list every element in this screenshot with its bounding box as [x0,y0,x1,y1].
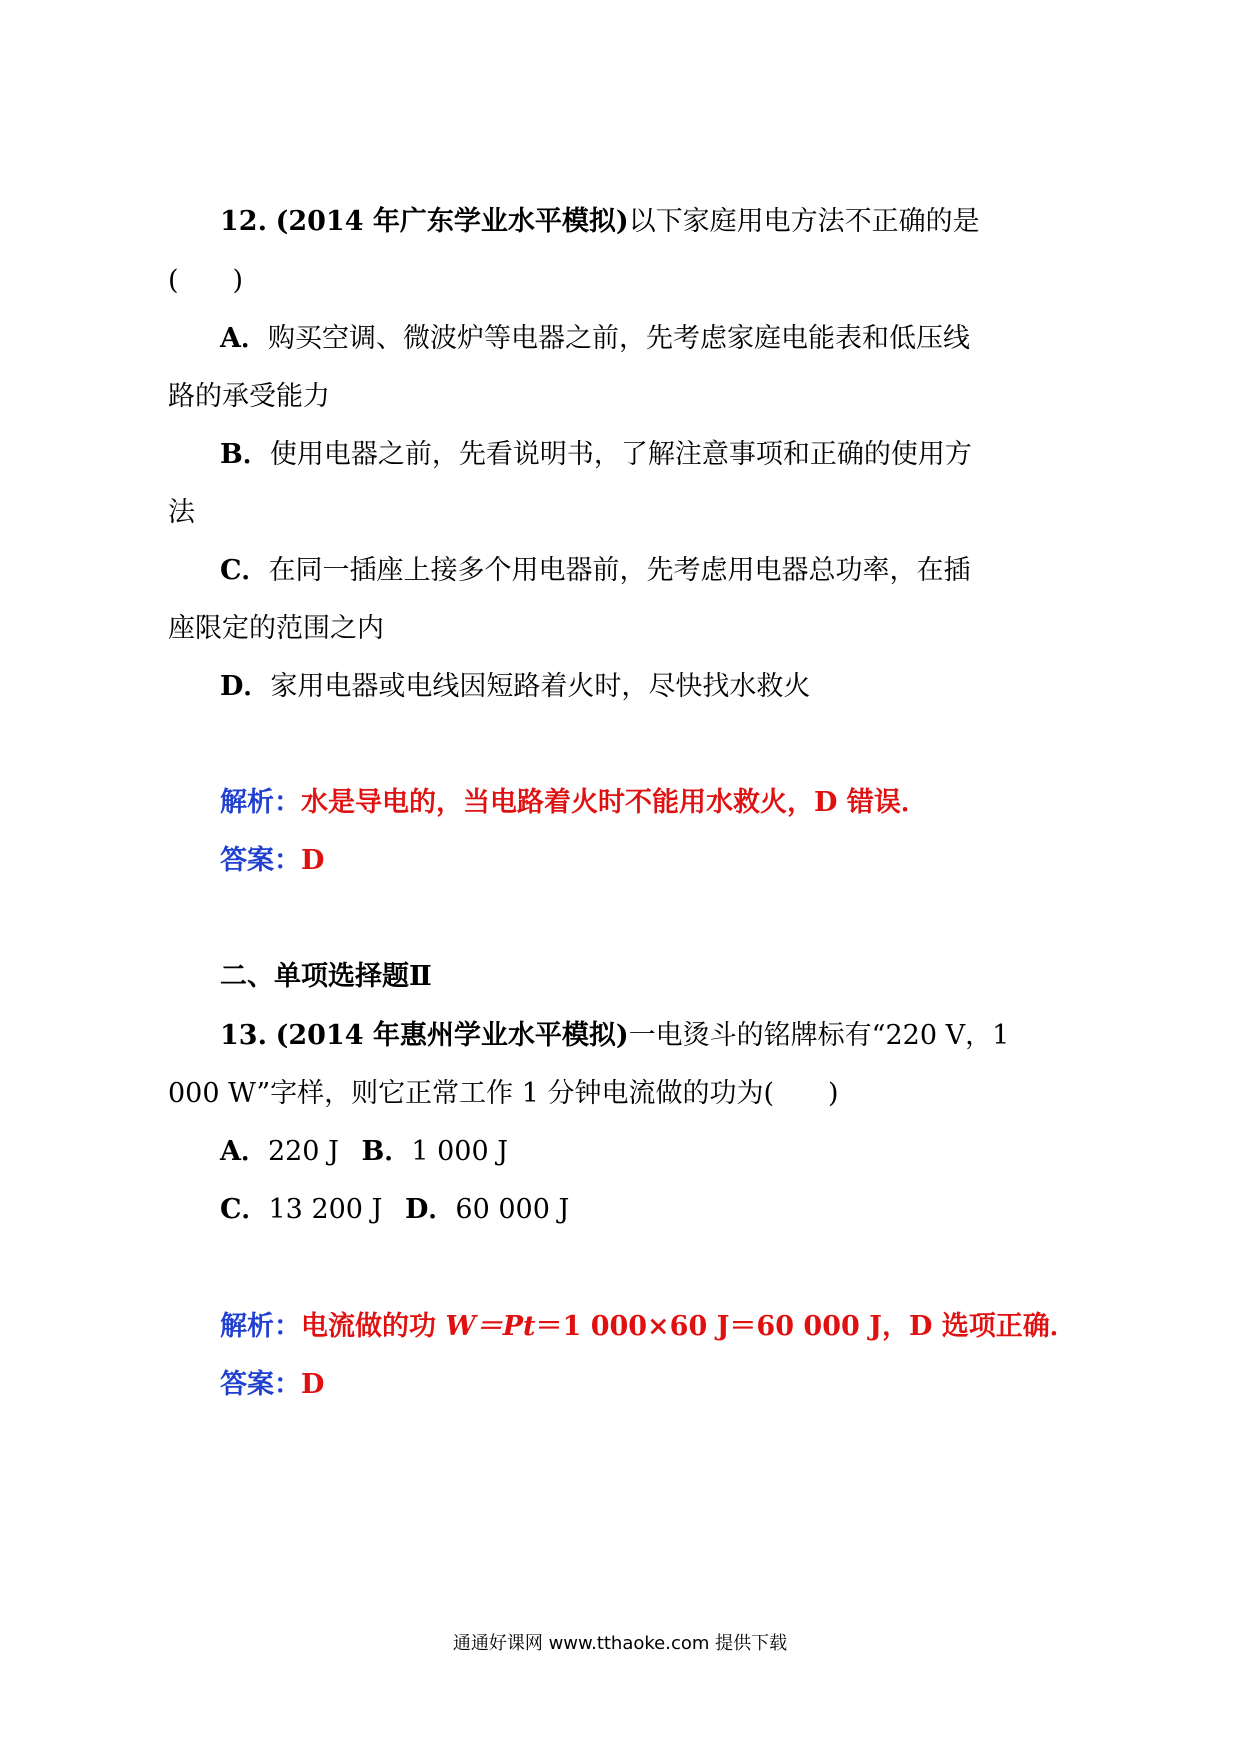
q13-stem-line1 [220,1019,1009,1053]
q12-number: 12. [220,206,267,237]
q12-stem-text: 以下家庭用电方法不正确的是 [628,206,980,237]
q12-analysis-label: 解析： [220,787,301,818]
q13-answer-label: 答案： [220,1369,301,1400]
q12-option-d [220,670,810,704]
q12-option-a-text: 购买空调、微波炉等电器之前，先考虑家庭电能表和低压线 [267,323,970,354]
q12-option-c-line2: 座限定的范围之内 [168,613,384,644]
q13-answer-value: D [301,1369,325,1400]
q13-analysis [220,1310,1077,1344]
page-footer: 通通好课网 www.tthaoke.com 提供下载 [452,1633,788,1654]
q12-answer-label: 答案： [220,845,301,876]
q13-stem-text: 一电烫斗的铭牌标有“220 V，1 [628,1020,1010,1051]
q12-option-a-line2: 路的承受能力 [168,381,330,412]
q13-option-a-label: A． [220,1136,268,1167]
q13-option-c-value: 13 200 J [268,1194,383,1225]
q13-analysis-formula: W＝Pt [445,1311,536,1342]
q13-number: 13. [220,1020,267,1051]
q13-analysis-pre: 电流做的功 [301,1311,446,1342]
q13-source: (2014 年惠州学业水平模拟) [275,1020,629,1051]
q13-option-b-value: 1 000 J [411,1136,509,1167]
q12-option-c-line1 [220,554,971,588]
q12-analysis [220,786,928,820]
q12-option-c-label: C． [220,555,269,586]
section-title: 二、单项选择题Ⅱ [220,961,432,992]
q12-answer [220,844,324,878]
q13-answer [220,1368,324,1402]
q12-option-d-text: 家用电器或电线因短路着火时，尽快找水救火 [270,671,811,702]
q12-answer-value: D [301,845,325,876]
q12-option-c-text: 在同一插座上接多个用电器前，先考虑用电器总功率，在插 [268,555,971,586]
q13-stem-line2: 000 W”字样，则它正常工作 1 分钟电流做的功为( ) [168,1078,839,1109]
q12-stem-line1 [220,205,980,239]
q13-option-d-label: D． [404,1194,456,1225]
q13-option-d-value: 60 000 J [455,1194,570,1225]
q12-analysis-text: 水是导电的，当电路着火时不能用水救火，D 错误． [301,787,928,818]
q13-option-a-value: 220 J [267,1136,339,1167]
q12-option-b-label: B． [220,439,270,470]
q12-source: (2014 年广东学业水平模拟) [275,206,629,237]
q13-option-c-label: C． [220,1194,269,1225]
q12-option-b-line1 [220,438,972,472]
q13-analysis-label: 解析： [220,1311,301,1342]
q12-option-b-line2: 法 [168,497,195,528]
q13-options-row1 [220,1135,508,1169]
q12-option-d-label: D． [220,671,271,702]
q12-answer-blank: ( ) [168,265,244,296]
q12-option-a-line1 [220,322,970,356]
q13-options-row2 [220,1193,569,1227]
q13-option-b-label: B． [361,1136,412,1167]
q12-option-a-label: A． [220,323,268,354]
q12-option-b-text: 使用电器之前，先看说明书，了解注意事项和正确的使用方 [269,439,972,470]
q13-analysis-post: ＝1 000×60 J＝60 000 J，D 选项正确． [535,1311,1077,1342]
